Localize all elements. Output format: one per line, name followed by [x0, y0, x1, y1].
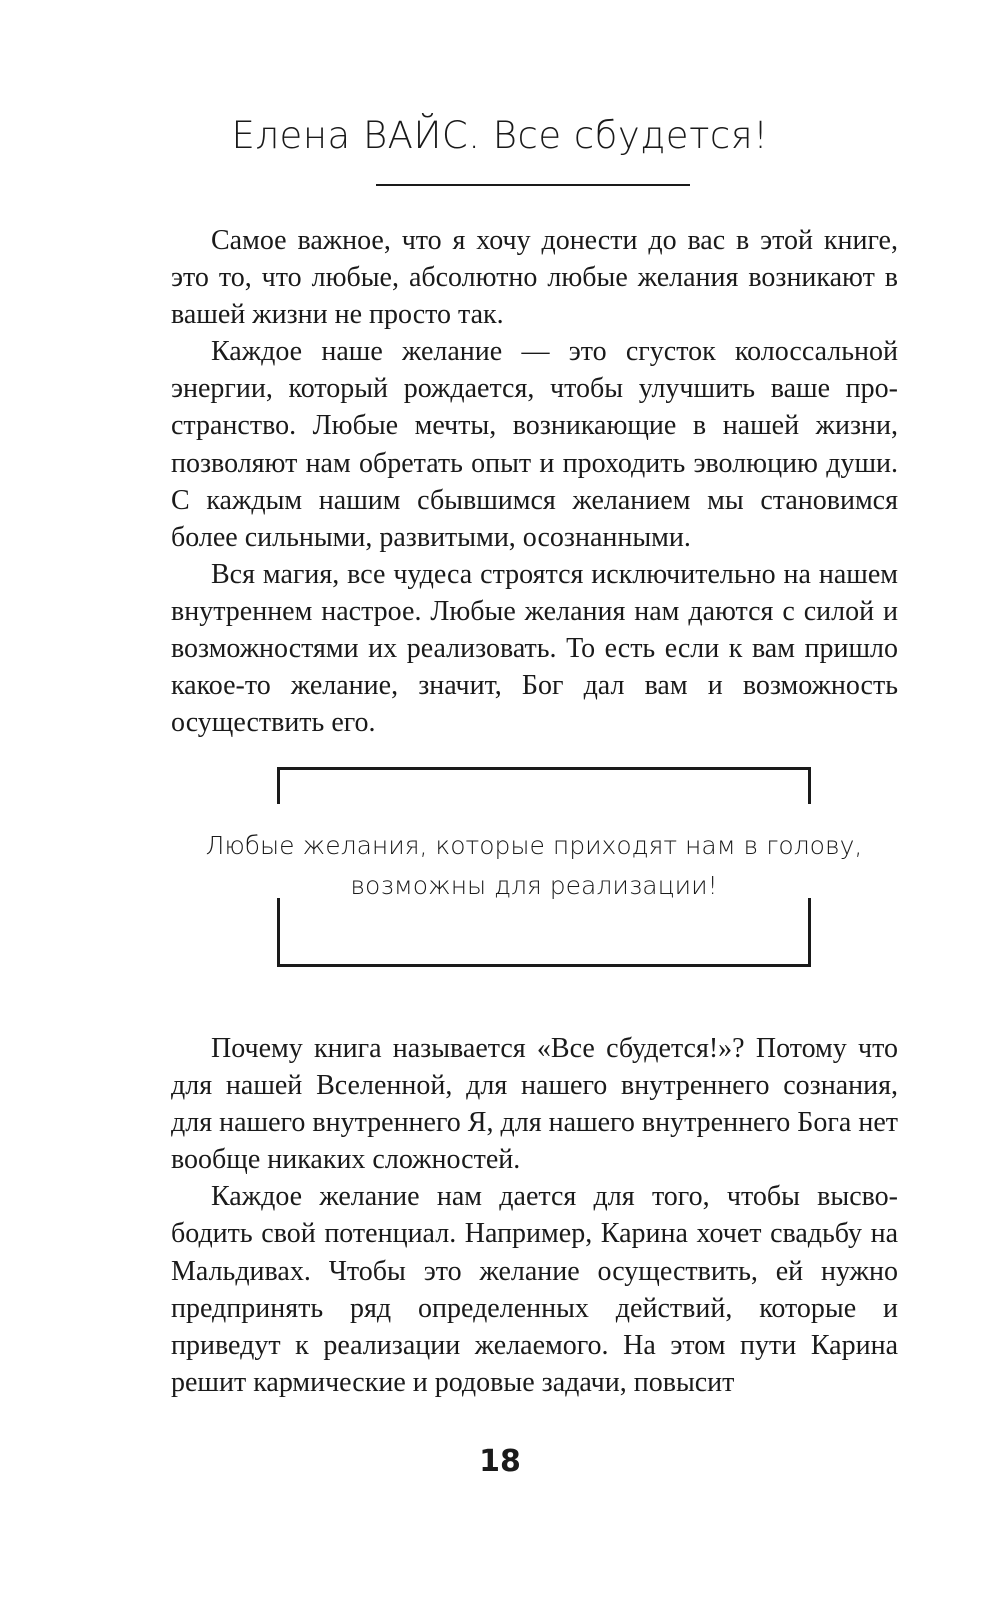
- paragraph: Самое важное, что я хочу донести до вас в этой книге, это то, что любые, абсолютно любые желания возникают в вашей жизни не просто так.: [171, 225, 898, 331]
- callout-quote: [174, 826, 894, 906]
- paragraph: Почему книга называется «Все сбудется!»? Потому что для нашей Вселенной, для нашего внутреннего сознания, для нашего внутреннего Я, для нашего внутреннего Бога нет вообще никаких сложностей.: [171, 1033, 898, 1176]
- page-number: 18: [479, 1444, 521, 1479]
- body-text-top: [171, 222, 898, 741]
- callout-bracket-bottom: [277, 898, 811, 967]
- callout-bracket-top: [277, 767, 811, 804]
- paragraph: Вся магия, все чудеса строятся исключительно на нашем внутреннем настрое. Любые желания нам даются с силой и возможностями их реализовать. То есть если к вам пришло какое-то желание, значит, Бог дал вам и возможность осуществить его.: [171, 558, 898, 739]
- callout-line: Любые желания, которые приходят нам в голову,: [205, 831, 863, 860]
- body-text-bottom: [171, 1030, 898, 1401]
- paragraph: Каждое наше желание — это сгусток колоссальной энергии, который рождается, чтобы улучшить ваше пространство. Любые мечты, возникающие в нашей жизни, позволяют нам обретать опыт и проходить эволюцию души. С каждым нашим сбывшимся желанием мы становимся более сильными, развитыми, осознанными.: [171, 336, 898, 553]
- paragraph: Каждое желание нам дается для того, чтобы высвободить свой потенциал. Например, Карина хочет свадьбу на Мальдивах. Чтобы это желание осуществить, ей нужно предпринять ряд определенных действий, которые и приведут к реализации желаемого. На этом пути Карина решит кармические и родовые задачи, повысит: [171, 1181, 898, 1398]
- header-rule: [376, 184, 690, 186]
- callout-line: возможны для реализации!: [350, 871, 718, 900]
- running-head: Елена ВАЙС. Все сбудется!: [231, 114, 769, 157]
